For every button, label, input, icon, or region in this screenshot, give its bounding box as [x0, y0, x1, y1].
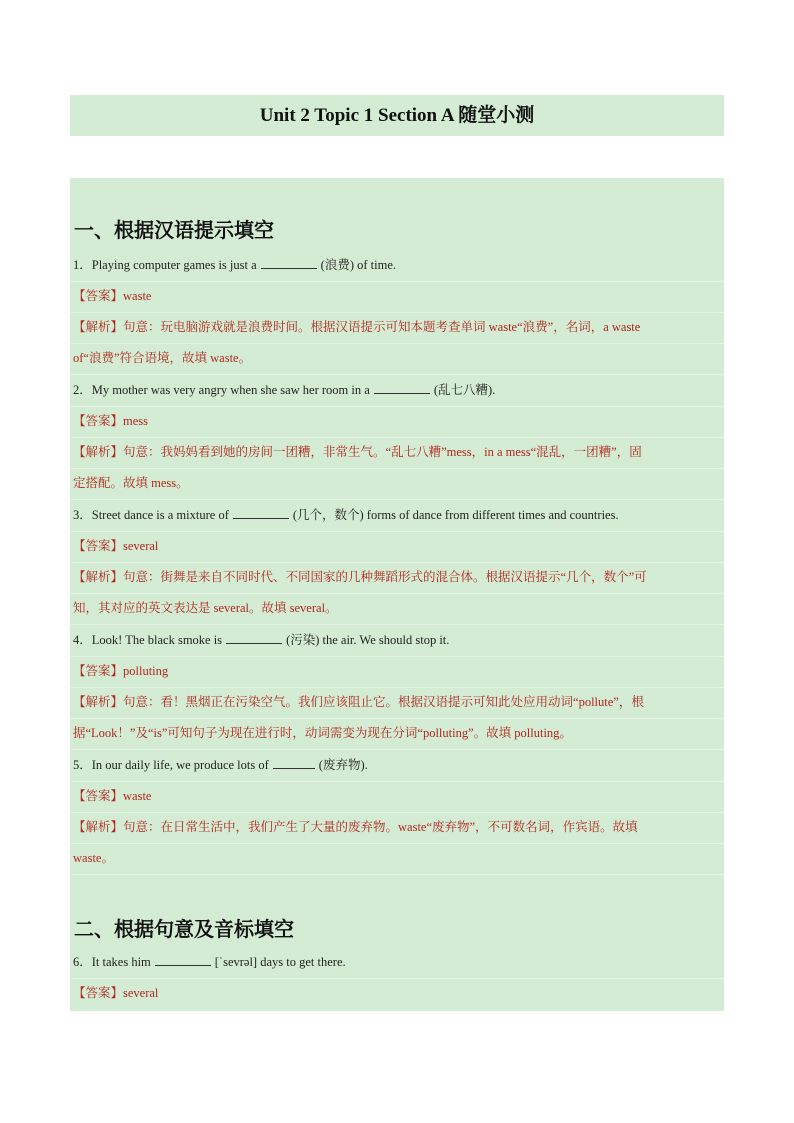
section-heading-1: 一、根据汉语提示填空 — [74, 218, 274, 242]
question-3: 3．Street dance is a mixture of (几个，数个) forms of dance from different times and countries. — [70, 500, 724, 532]
analysis-3-line1: 【解析】句意：街舞是来自不同时代、不同国家的几种舞蹈形式的混合体。根据汉语提示“几个，数个”可 — [70, 562, 724, 594]
analysis-1-line1: 【解析】句意：玩电脑游戏就是浪费时间。根据汉语提示可知本题考查单词 waste“浪费”，名词，a waste — [70, 312, 724, 344]
answer-5: 【答案】waste — [70, 781, 724, 813]
answer-blank[interactable] — [374, 381, 430, 394]
question-1: 1．Playing computer games is just a (浪费) of time. — [70, 250, 724, 282]
analysis-5-line1: 【解析】句意：在日常生活中，我们产生了大量的废弃物。waste“废弃物”，不可数名词，作宾语。故填 — [70, 812, 724, 844]
question-5: 5．In our daily life, we produce lots of (废弃物). — [70, 750, 724, 782]
worksheet-body — [70, 178, 724, 1011]
analysis-2-line2: 定搭配。故填 mess。 — [70, 468, 724, 500]
analysis-5-line2: waste。 — [70, 843, 724, 875]
analysis-1-line2: of“浪费”符合语境，故填 waste。 — [70, 343, 724, 375]
answer-3: 【答案】several — [70, 531, 724, 563]
question-6: 6．It takes him [ˈsevrəl] days to get there. — [70, 947, 724, 979]
answer-4: 【答案】polluting — [70, 656, 724, 688]
section-heading-2: 二、根据句意及音标填空 — [74, 917, 294, 941]
answer-blank[interactable] — [261, 256, 317, 269]
answer-1: 【答案】waste — [70, 281, 724, 313]
analysis-3-line2: 知，其对应的英文表达是 several。故填 several。 — [70, 593, 724, 625]
answer-6: 【答案】several — [73, 986, 159, 1000]
analysis-2-line1: 【解析】句意：我妈妈看到她的房间一团糟，非常生气。“乱七八糟”mess，in a mess“混乱，一团糟”，固 — [70, 437, 724, 469]
answer-blank[interactable] — [226, 631, 282, 644]
analysis-4-line2: 据“Look！”及“is”可知句子为现在进行时，动词需变为现在分词“polluting”。故填 polluting。 — [70, 718, 724, 750]
page-title: Unit 2 Topic 1 Section A 随堂小测 — [70, 95, 724, 136]
answer-blank[interactable] — [233, 506, 289, 519]
answer-blank[interactable] — [273, 756, 315, 769]
question-2: 2．My mother was very angry when she saw her room in a (乱七八糟). — [70, 375, 724, 407]
answer-blank[interactable] — [155, 953, 211, 966]
analysis-4-line1: 【解析】句意：看！黑烟正在污染空气。我们应该阻止它。根据汉语提示可知此处应用动词“pollute”，根 — [70, 687, 724, 719]
question-4: 4．Look! The black smoke is (污染) the air. We should stop it. — [70, 625, 724, 657]
answer-2: 【答案】mess — [70, 406, 724, 438]
